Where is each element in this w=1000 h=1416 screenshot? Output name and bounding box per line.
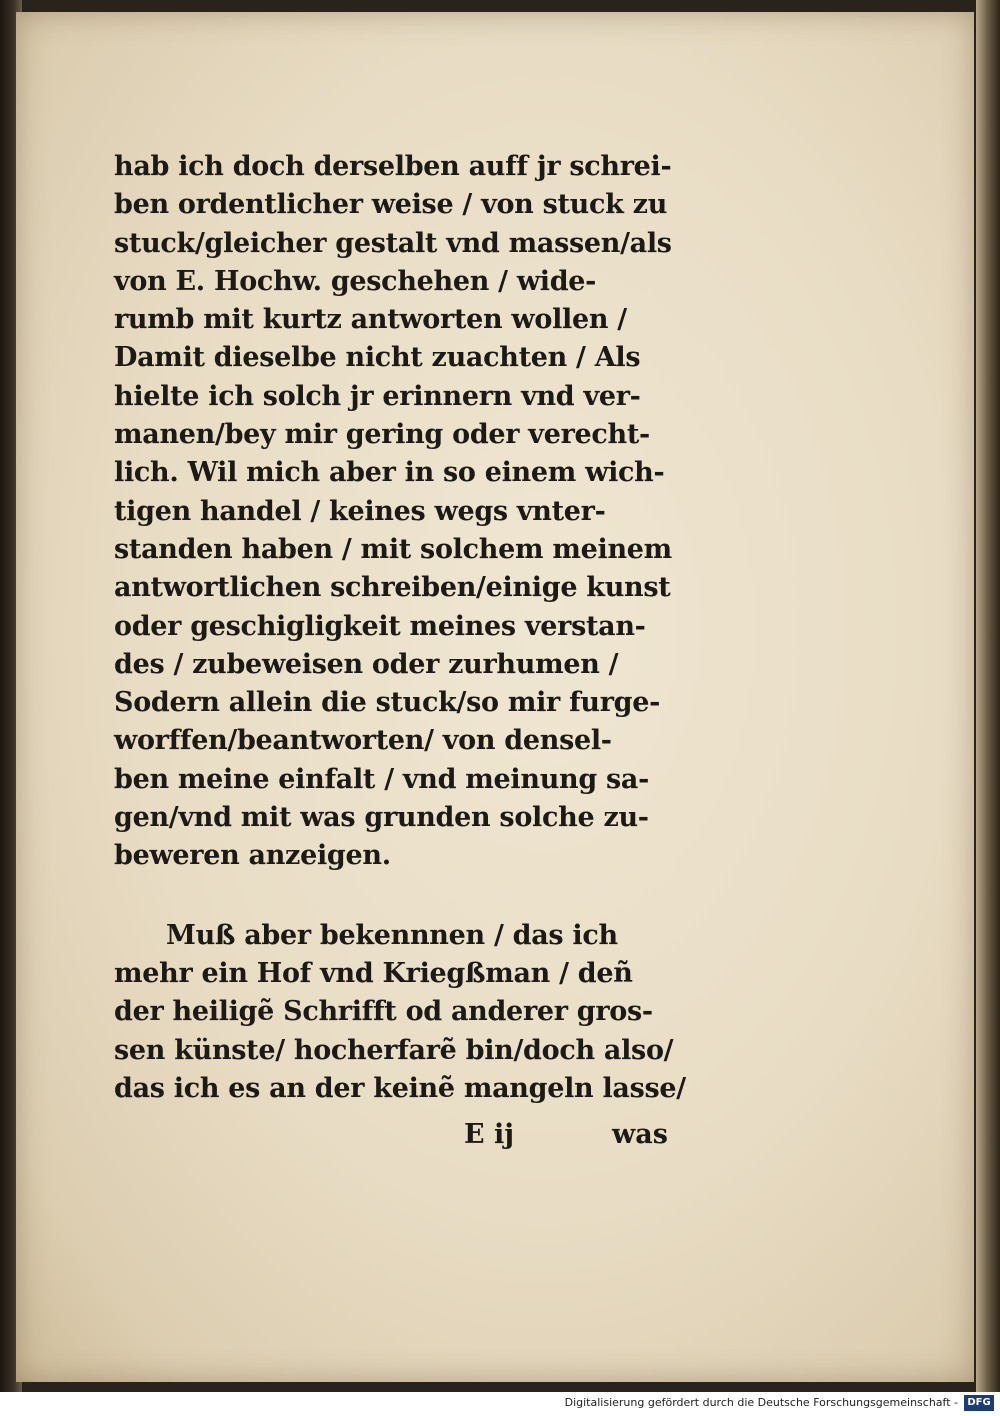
signature-mark: E ij xyxy=(464,1119,515,1150)
text-line: des / zubeweisen oder zurhumen / xyxy=(114,648,619,680)
dfg-logo: DFG xyxy=(964,1395,994,1411)
text-line: hielte ich solch jr erinnern vnd ver- xyxy=(114,380,641,412)
text-line: von E. Hochw. geschehen / wide- xyxy=(114,265,597,297)
text-line: sen künste/ hocherfarẽ bin/doch also/ xyxy=(114,1034,674,1066)
signature-line xyxy=(114,1119,674,1159)
text-line: hab ich doch derselben auff jr schrei- xyxy=(114,151,672,182)
text-line: mehr ein Hof vnd Kriegßman / deñ xyxy=(114,957,633,989)
text-line: tigen handel / keines wegs vnter- xyxy=(114,495,606,527)
footer-credit: Digitalisierung gefördert durch die Deutsche Forschungsgemeinschaft - xyxy=(564,1396,958,1409)
catchword: was xyxy=(612,1119,668,1150)
paragraph-gap xyxy=(114,876,674,917)
text-line: lich. Wil mich aber in so einem wich- xyxy=(114,457,665,489)
book-page xyxy=(16,12,974,1382)
main-text xyxy=(114,148,686,1108)
text-line: beweren anzeigen. xyxy=(114,840,391,872)
text-line: ben ordentlicher weise / von stuck zu xyxy=(114,189,668,221)
page-edge xyxy=(976,0,1000,1392)
text-line: Damit dieselbe nicht zuachten / Als xyxy=(114,342,641,374)
footer-bar xyxy=(0,1392,1000,1416)
text-line: rumb mit kurtz antworten wollen / xyxy=(114,304,627,336)
text-line: manen/bey mir gering oder verecht- xyxy=(114,419,650,451)
text-line: standen haben / mit solchem meinem xyxy=(114,533,672,565)
text-line: Sodern allein die stuck/so mir furge- xyxy=(114,687,661,719)
text-line: antwortlichen schreiben/einige kunst xyxy=(114,572,671,604)
text-line: oder geschigligkeit meines verstan- xyxy=(114,610,646,642)
text-line: ben meine einfalt / vnd meinung sa- xyxy=(114,763,650,795)
text-line: gen/vnd mit was grunden solche zu- xyxy=(114,802,649,834)
text-line: der heiligẽ Schrifft od anderer gros- xyxy=(114,996,653,1028)
text-line: stuck/gleicher gestalt vnd massen/als xyxy=(114,227,672,259)
text-line: das ich es an der keinẽ mangeln lasse/ xyxy=(114,1072,686,1104)
text-line: worffen/beantworten/ von densel- xyxy=(114,725,612,757)
text-line: Muß aber bekennnen / das ich xyxy=(166,919,618,951)
